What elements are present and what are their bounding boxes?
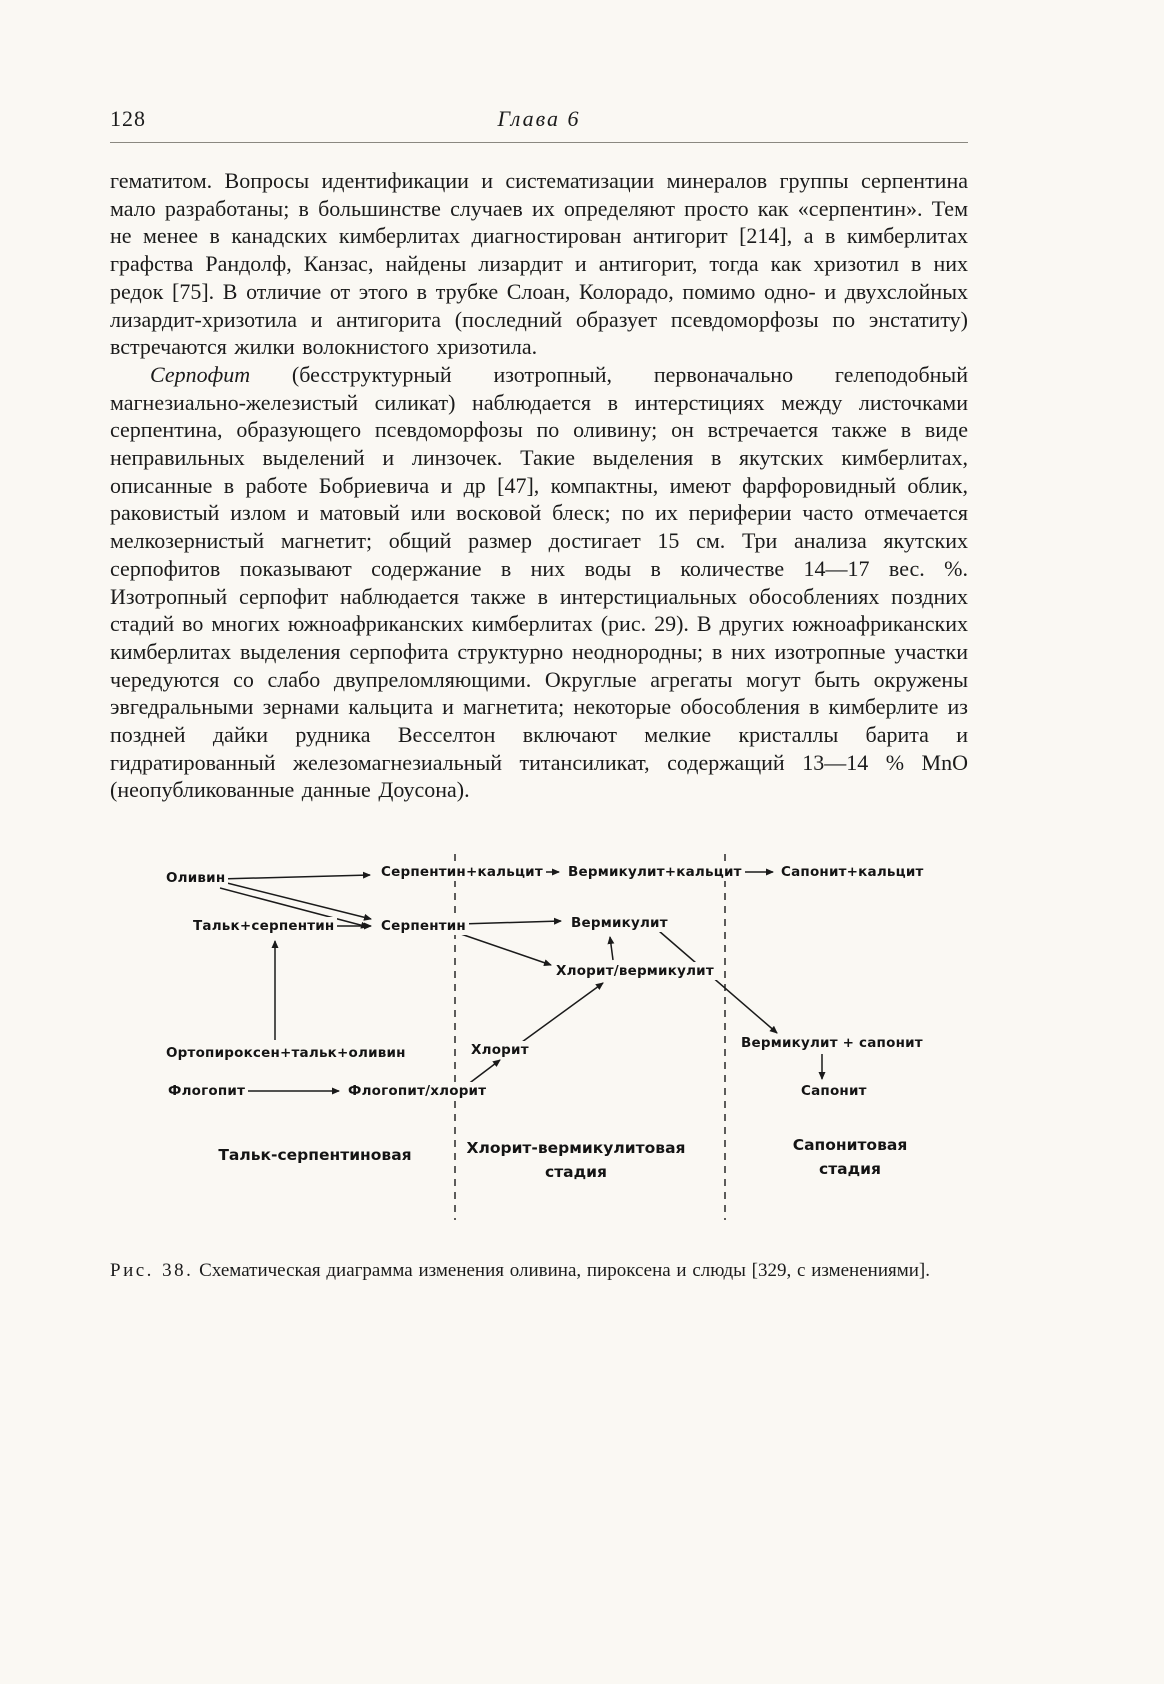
stage-label-chlorite-vermiculite: Хлорит-вермикулитовая стадия: [466, 1139, 686, 1182]
figure-38-diagram: [110, 848, 968, 1228]
node-phlogopite-chlorite: Флогопит/хлорит: [345, 1082, 489, 1100]
paragraph-2-lead: Серпофит: [150, 361, 251, 387]
stage-label-saponite: Сапонитовая стадия: [792, 1136, 908, 1179]
page-content: [110, 106, 968, 1302]
node-orthopyroxene-talc-olivine: Ортопироксен+тальк+оливин: [163, 1044, 409, 1062]
figure-caption-text: Схематическая диаграмма изменения оливина, пироксена и слюды [329, с изменениями].: [199, 1260, 930, 1282]
header-rule: [110, 142, 968, 143]
figure-caption: [110, 1258, 968, 1283]
paragraph-2-rest: (бесструктурный изотропный, первоначально гелеподобный магнезиально-железистый силикат) наблюдается в интерстициях между листочками серпентина, образующего псевдоморфозы по оливину; он встречается также в виде неправильных выделений и линзочек. Такие выделения в якутских кимберлитах, описанные в работе Бобриевича и др [47], компактны, имеют фарфоровидный облик, раковистый излом и матовый или восковой блеск; по их периферии часто отмечается мелкозернистый магнетит; общий размер достигает 15 см. Три анализа якутских серпофитов показывают содержание в них воды в количестве 14—17 вес. %. Изотропный серпофит наблюдается также в интерстициальных обособлениях поздних стадий во многих южноафриканских кимберлитах (рис. 29). В других южноафриканских кимберлитах выделения серпофита структурно неоднородны; в них изотропные участки чередуются со слабо двупреломляющими. Округлые агрегаты могут быть окружены эвгедральными зернами кальцита и магнетита; некоторые обособления в кимберлите из поздней дайки рудника Весселтон включают мелкие кристаллы барита и гидратированный железомагнезиальный титансиликат, содержащий 13—14 % MnO (неопубликованные данные Доусона).: [110, 361, 968, 803]
page-number: 128: [110, 106, 146, 131]
paragraph-2: [110, 361, 968, 804]
stage-label-talc-serpentine: Тальк-серпентиновая: [218, 1146, 412, 1165]
arrow-chlorite-chlorverm: [522, 983, 603, 1042]
node-vermiculite-calcite: Вермикулит+кальцит: [565, 863, 745, 881]
node-serpentine-calcite: Серпентин+кальцит: [378, 863, 546, 881]
node-saponite-calcite: Сапонит+кальцит: [778, 863, 927, 881]
node-saponite: Сапонит: [798, 1082, 870, 1100]
body-text: [110, 167, 968, 804]
node-olivine: Оливин: [163, 869, 228, 887]
arrow-serpentine-vermiculite: [460, 921, 561, 924]
node-serpentine: Серпентин: [378, 917, 469, 935]
arrow-olivine-serpentine-a: [223, 882, 371, 919]
node-vermiculite-saponite: Вермикулит + сапонит: [738, 1034, 926, 1052]
paragraph-1: гематитом. Вопросы идентификации и систематизации минералов группы серпентина мало разработаны; в большинстве случаев их определяют просто как «серпентин». Тем не менее в канадских кимберлитах диагностирован антигорит [214], а в кимберлитах графства Рандолф, Канзас, найдены лизардит и антигорит, тогда как хризотил в них редок [75]. В отличие от этого в трубке Слоан, Колорадо, помимо одно- и двухслойных лизардит-хризотила и антигорита (последний образует псевдоморфозы по энстатиту) встречаются жилки волокнистого хризотила.: [110, 168, 968, 360]
node-talc-serpentine: Тальк+серпентин: [190, 917, 337, 935]
arrow-serpentine-chlorverm: [458, 933, 551, 965]
node-chlorite-vermiculite: Хлорит/вермикулит: [553, 962, 717, 980]
node-chlorite: Хлорит: [468, 1041, 532, 1059]
arrow-olivine-serpcalcite: [219, 875, 370, 879]
node-vermiculite: Вермикулит: [568, 914, 671, 932]
node-phlogopite: Флогопит: [165, 1082, 248, 1100]
chapter-title: Глава 6: [497, 106, 581, 131]
arrow-vermiculite-vermsap: [659, 931, 777, 1033]
running-head: [110, 106, 968, 136]
figure-caption-label: Рис. 38.: [110, 1260, 194, 1282]
arrow-chlorverm-vermiculite: [610, 937, 613, 960]
